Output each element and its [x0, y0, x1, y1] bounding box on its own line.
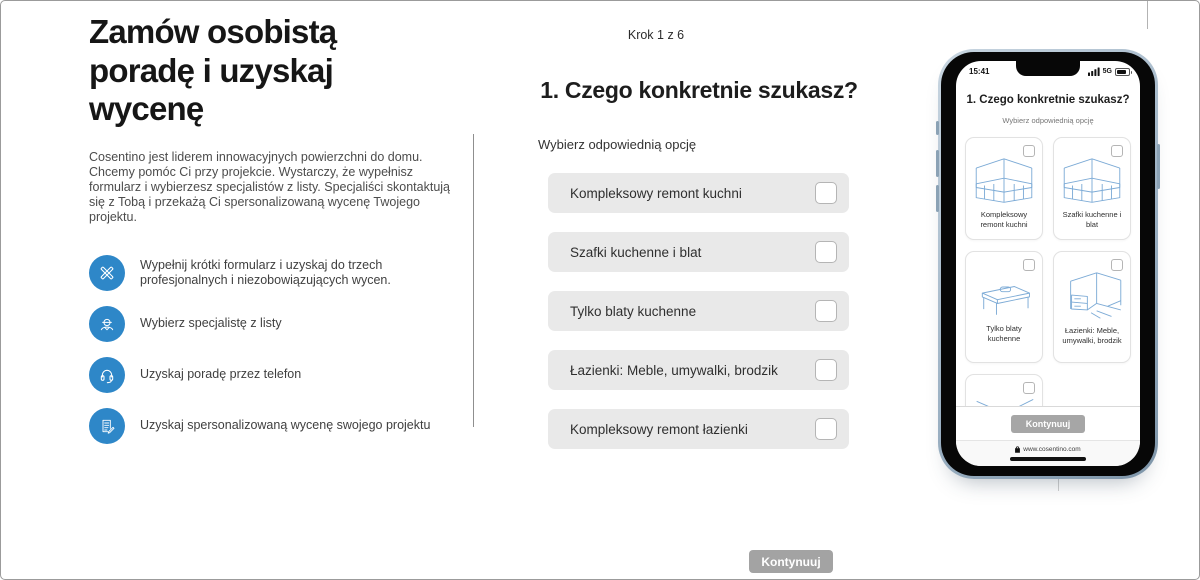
option-checkbox[interactable]: [815, 241, 837, 263]
benefit-item-phone: [89, 357, 471, 393]
step-indicator: Krok 1 z 6: [627, 28, 685, 42]
page-description: Cosentino jest liderem innowacyjnych powierzchni do domu. Chcemy pomóc Ci przy projekcie. Wystarczy, że wypełnisz formularz i wybierzesz specjalistów z listy. Specjaliści skontaktują się z Tobą i przekażą Ci spersonalizowaną wycenę Twojego projektu.: [89, 149, 450, 224]
countertop-illustration: [971, 270, 1037, 320]
phone-mute-switch: [936, 121, 939, 135]
phone-card-kompleksowy-remont-kuchni: [965, 137, 1043, 240]
pencil-ruler-icon: [89, 255, 125, 291]
continue-button[interactable]: Kontynuuj: [749, 550, 833, 573]
phone-bottom-bar: [956, 406, 1140, 466]
kitchen-corner-illustration: [1059, 156, 1125, 206]
option-checkbox[interactable]: [815, 418, 837, 440]
phone-card-checkbox: [1111, 145, 1123, 157]
kitchen-corner-illustration: [971, 156, 1037, 206]
page-title: Zamów osobistą poradę i uzyskaj wycenę: [89, 13, 337, 128]
battery-icon: [1115, 68, 1130, 76]
benefit-item-specialist: [89, 306, 471, 342]
benefit-text: Uzyskaj spersonalizowaną wycenę swojego projektu: [140, 418, 431, 433]
top-right-divider: [1147, 1, 1148, 29]
option-kompleksowy-remont-kuchni[interactable]: [548, 173, 849, 213]
phone-volume-down-button: [936, 185, 939, 212]
document-pencil-icon: [89, 408, 125, 444]
phone-card-label: Kompleksowy remont kuchni: [980, 210, 1028, 230]
phone-notch: [1016, 61, 1080, 76]
status-time: 15:41: [969, 67, 990, 76]
benefit-text: Wybierz specjalistę z listy: [140, 316, 282, 331]
option-label: Szafki kuchenne i blat: [570, 244, 702, 260]
phone-url-bar: [956, 440, 1140, 457]
benefit-item-quote: [89, 408, 471, 444]
phone-power-button: [1157, 144, 1160, 189]
phone-volume-up-button: [936, 150, 939, 177]
option-label: Tylko blaty kuchenne: [570, 303, 697, 319]
home-indicator: [1010, 457, 1086, 461]
intro-column: [89, 13, 471, 459]
option-checkbox[interactable]: [815, 182, 837, 204]
headset-icon: [89, 357, 125, 393]
phone-mockup: [938, 49, 1158, 479]
phone-continue-button: Kontynuuj: [1011, 415, 1086, 433]
option-lazienki-meble-umywalki-brodzik[interactable]: [548, 350, 849, 390]
phone-card-checkbox: [1023, 382, 1035, 394]
signal-bars-icon: [1088, 67, 1100, 76]
phone-url-text: www.cosentino.com: [1023, 445, 1081, 453]
phone-card-label: Tylko blaty kuchenne: [986, 324, 1022, 344]
benefit-text: Wypełnij krótki formularz i uzyskaj do trzech profesjonalnych i niezobowiązujących wycen.: [140, 257, 391, 287]
phone-card-checkbox: [1111, 259, 1123, 271]
phone-page: [956, 85, 1140, 466]
phone-card-checkbox: [1023, 145, 1035, 157]
option-checkbox[interactable]: [815, 359, 837, 381]
option-tylko-blaty-kuchenne[interactable]: [548, 291, 849, 331]
phone-card-checkbox: [1023, 259, 1035, 271]
column-divider: [473, 134, 474, 427]
option-label: Kompleksowy remont kuchni: [570, 185, 742, 201]
phone-bezel: [941, 52, 1155, 476]
phone-card-szafki-kuchenne-i-blat: [1053, 137, 1131, 240]
phone-card-tylko-blaty-kuchenne: [965, 251, 1043, 363]
lock-icon: [1015, 446, 1020, 453]
construction-worker-icon: [89, 306, 125, 342]
benefit-text: Uzyskaj poradę przez telefon: [140, 367, 302, 382]
phone-question-title: 1. Czego konkretnie szukasz?: [966, 94, 1130, 106]
option-szafki-kuchenne-i-blat[interactable]: [548, 232, 849, 272]
phone-card-label: Łazienki: Meble, umywalki, brodzik: [1062, 326, 1122, 346]
benefits-list: [89, 255, 471, 444]
options-list: [548, 173, 849, 468]
question-title: 1. Czego konkretnie szukasz?: [540, 77, 858, 103]
phone-screen: [956, 61, 1140, 466]
instruction-label: Wybierz odpowiednią opcję: [538, 137, 697, 152]
benefit-item-form: [89, 255, 471, 291]
phone-card-lazienki: [1053, 251, 1131, 363]
network-label: 5G: [1102, 68, 1112, 75]
option-label: Kompleksowy remont łazienki: [570, 421, 748, 437]
bathroom-illustration: [1059, 270, 1125, 322]
option-checkbox[interactable]: [815, 300, 837, 322]
phone-instruction-label: Wybierz odpowiednią opcję: [1002, 116, 1094, 125]
option-kompleksowy-remont-lazienki[interactable]: [548, 409, 849, 449]
phone-card-label: Szafki kuchenne i blat: [1062, 210, 1122, 230]
option-label: Łazienki: Meble, umywalki, brodzik: [570, 362, 778, 378]
